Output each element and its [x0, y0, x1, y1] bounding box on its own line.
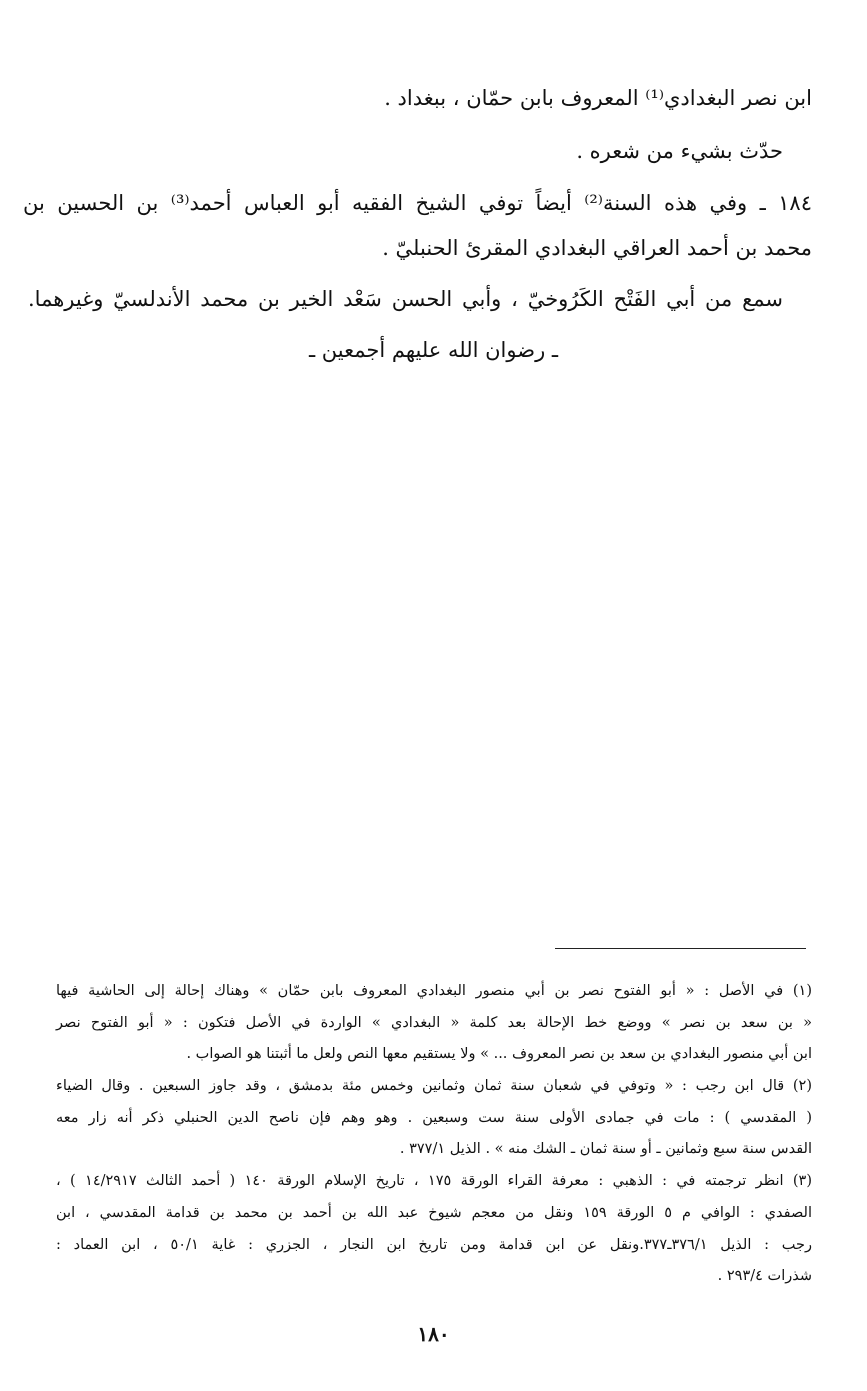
main-text-line-1: ابن نصر البغدادي⁽¹⁾ المعروف بابن حمّان ، ببغداد .: [384, 86, 812, 110]
main-text-line-2: حدّث بشيء من شعره .: [576, 139, 783, 163]
page-number: ١٨٠: [417, 1322, 450, 1346]
main-text-closing: ـ رضوان الله عليهم أجمعين ـ: [308, 338, 559, 362]
main-text-line-5: سمع من أبي الفَتْح الكَرُوخيّ ، وأبي الحسن سَعْد الخير بن محمد الأندلسيّ وغيرهما.: [28, 287, 783, 311]
footnote-2-line-2: ( المقدسي ) : مات في جمادى الأولى سنة ست وسبعين . وهو وهم فإن ناصح الدين الحنبلي ذكر أنه زار معه: [56, 1110, 812, 1126]
footnote-separator: [555, 948, 806, 949]
footnote-3-line-2: الصفدي : الوافي م ٥ الورقة ١٥٩ ونقل من معجم شيوخ عبد الله بن أحمد بن محمد بن قدامة المقدسي ، ابن: [56, 1205, 812, 1221]
footnote-3-line-1: (٣) انظر ترجمته في : الذهبي : معرفة القراء الورقة ١٧٥ ، تاريخ الإسلام الورقة ١٤٠ ( أحمد الثالث ١٤/٢٩١٧ ) ،: [56, 1173, 812, 1189]
footnote-2-line-1: (٢) قال ابن رجب : « وتوفي في شعبان سنة ثمان وثمانين وخمس مئة بدمشق ، وقد جاوز السبعين . وقال الضياء: [56, 1078, 812, 1094]
footnote-1-line-3: ابن أبي منصور البغدادي بن سعد بن نصر المعروف ... » ولا يستقيم معها النص ولعل ما أثبتنا هو الصواب .: [186, 1046, 812, 1062]
main-text-line-4: محمد بن أحمد العراقي البغدادي المقرئ الحنبليّ .: [382, 236, 812, 260]
footnote-1-line-2: « بن سعد بن نصر » ووضع خط الإحالة بعد كلمة « البغدادي » الواردة في الأصل فتكون : « أبو الفتوح نصر: [56, 1015, 812, 1031]
main-text-line-3: ١٨٤ ـ وفي هذه السنة⁽²⁾ أيضاً توفي الشيخ الفقيه أبو العباس أحمد⁽³⁾ بن الحسين بن: [23, 191, 812, 215]
footnote-2-line-3: القدس سنة سبع وثمانين ـ أو سنة ثمان ـ الشك منه » . الذيل ٣٧٧/١ .: [399, 1141, 812, 1157]
footnote-1-line-1: (١) في الأصل : « أبو الفتوح نصر بن أبي منصور البغدادي المعروف بابن حمّان » وهناك إحالة إلى الحاشية فيها: [56, 983, 812, 999]
footnote-3-line-3: رجب : الذيل ٣٧٦/١ـ٣٧٧.ونقل عن ابن قدامة ومن تاريخ ابن النجار ، الجزري : غاية ٥٠/١ ، ابن العماد :: [56, 1237, 812, 1253]
footnote-3-line-4: شذرات ٢٩٣/٤ .: [717, 1268, 812, 1284]
